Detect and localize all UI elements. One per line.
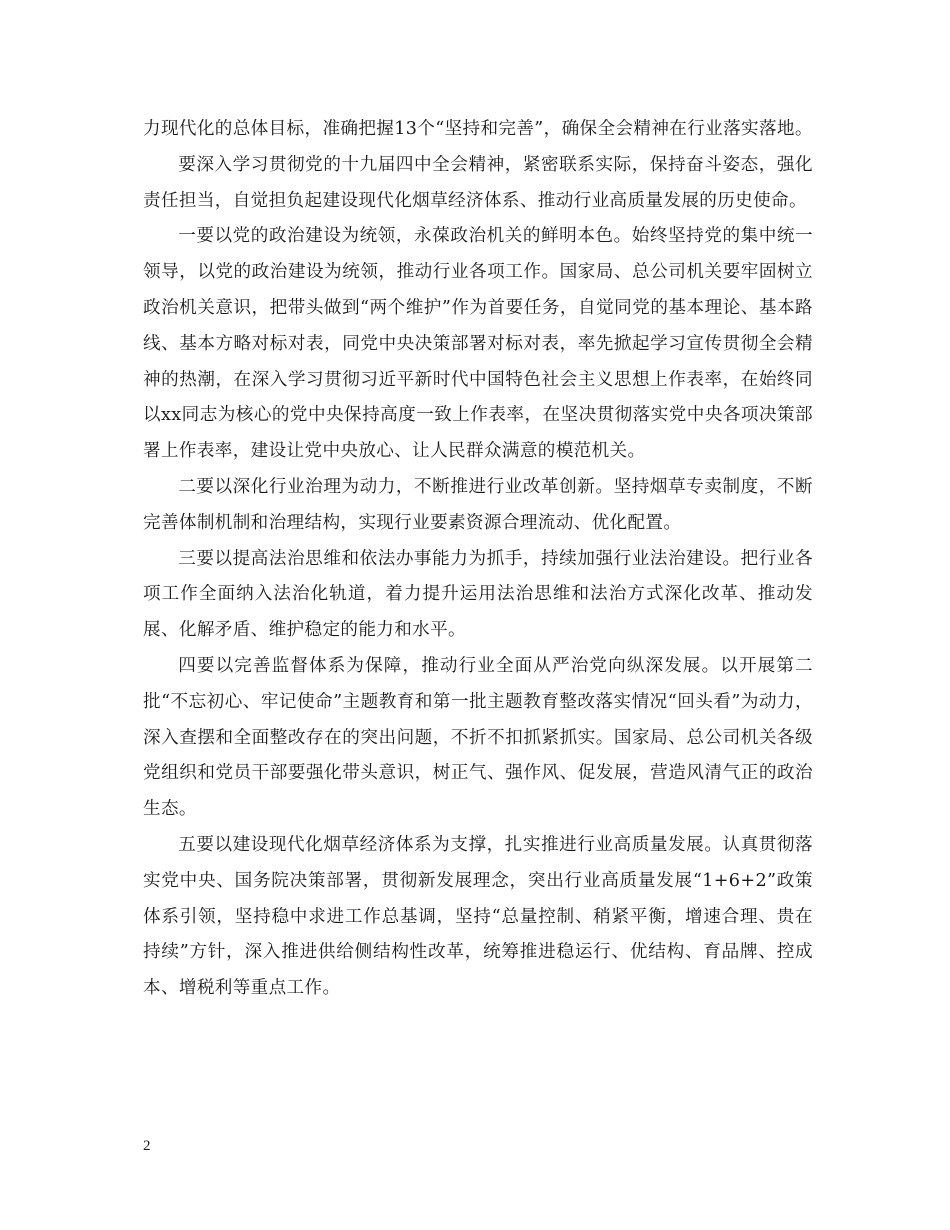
page-number: 2 (143, 1138, 151, 1154)
paragraph-point-five: 五要以建设现代化烟草经济体系为支撑，扎实推进行业高质量发展。认真贯彻落实党中央、国务院决策部署，贯彻新发展理念，突出行业高质量发展“1+6+2”政策体系引领，坚持稳中求进工作总基调，坚持“总量控制、稍紧平衡，增速合理、贵在持续”方针，深入推进供给侧结构性改革，统筹推进稳运行、优结构、育品牌、控成本、增税利等重点工作。 (143, 834, 813, 999)
paragraph-point-two: 二要以深化行业治理为动力，不断推进行业改革创新。坚持烟草专卖制度，不断完善体制机制和治理结构，实现行业要素资源合理流动、优化配置。 (143, 476, 813, 533)
paragraph-point-three: 三要以提高法治思维和依法办事能力为抓手，持续加强行业法治建设。把行业各项工作全面纳入法治化轨道，着力提升运用法治思维和法治方式深化改革、推动发展、化解矛盾、维护稳定的能力和水平。 (143, 548, 813, 641)
document-body (143, 112, 813, 1007)
paragraph-point-four: 四要以完善监督体系为保障，推动行业全面从严治党向纵深发展。以开展第二批“不忘初心、牢记使命”主题教育和第一批主题教育整改落实情况“回头看”为动力，深入查摆和全面整改存在的突出问题，不折不扣抓紧抓实。国家局、总公司机关各级党组织和党员干部要强化带头意识，树正气、强作风、促发展，营造风清气正的政治生态。 (143, 655, 813, 820)
paragraph-point-one: 一要以党的政治建设为统领，永葆政治机关的鲜明本色。始终坚持党的集中统一领导，以党的政治建设为统领，推动行业各项工作。国家局、总公司机关要牢固树立政治机关意识，把带头做到“两个维护”作为首要任务，自觉同党的基本理论、基本路线、基本方略对标对表，同党中央决策部署对标对表，率先掀起学习宣传贯彻全会精神的热潮，在深入学习贯彻习近平新时代中国特色社会主义思想上作表率，在始终同以xx同志为核心的党中央保持高度一致上作表率，在坚决贯彻落实党中央各项决策部署上作表率，建设让党中央放心、让人民群众满意的模范机关。 (143, 226, 813, 462)
paragraph-intro: 要深入学习贯彻党的十九届四中全会精神，紧密联系实际，保持奋斗姿态，强化责任担当，自觉担负起建设现代化烟草经济体系、推动行业高质量发展的历史使命。 (143, 154, 813, 211)
paragraph-continuation: 力现代化的总体目标，准确把握13个“坚持和完善”，确保全会精神在行业落实落地。 (143, 119, 813, 139)
